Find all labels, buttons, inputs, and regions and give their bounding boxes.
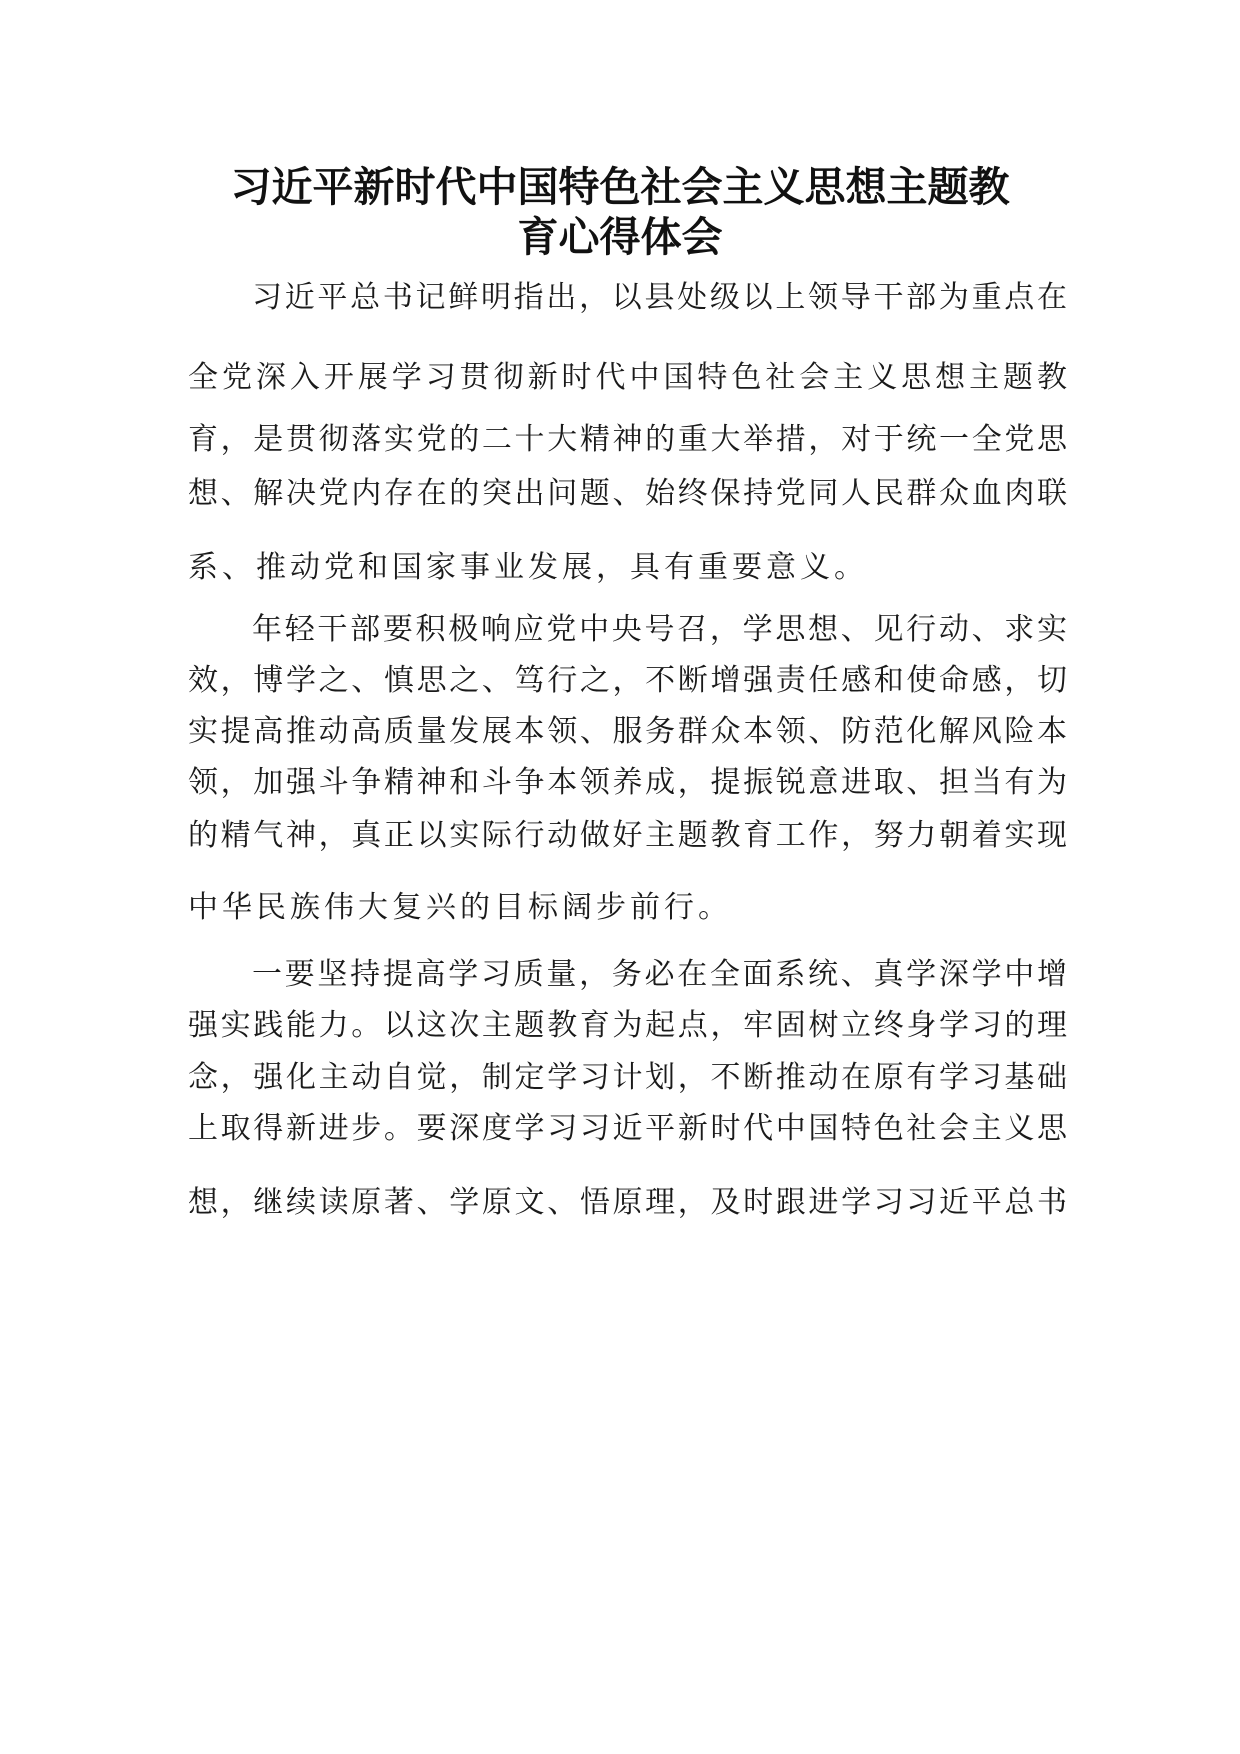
paragraph-2-line-4: 领，加强斗争精神和斗争本领养成，提振锐意进取、担当有为: [188, 765, 1068, 800]
paragraph-3-line-5: 想，继续读原著、学原文、悟原理，及时跟进学习习近平总书: [188, 1185, 1068, 1220]
paragraph-2-line-3: 实提高推动高质量发展本领、服务群众本领、防范化解风险本: [188, 714, 1068, 749]
paragraph-2-line-2: 效，博学之、慎思之、笃行之，不断增强责任感和使命感，切: [188, 663, 1068, 698]
paragraph-2-line-6: 中华民族伟大复兴的目标阔步前行。: [188, 890, 732, 925]
paragraph-1-line-4: 想、解决党内存在的突出问题、始终保持党同人民群众血肉联: [188, 476, 1068, 511]
paragraph-2-line-5: 的精气神，真正以实际行动做好主题教育工作，努力朝着实现: [188, 818, 1068, 853]
paragraph-3-line-3: 念，强化主动自觉，制定学习计划，不断推动在原有学习基础: [188, 1060, 1068, 1095]
document-title-line-2: 育心得体会: [517, 213, 723, 261]
paragraph-1-line-2: 全党深入开展学习贯彻新时代中国特色社会主义思想主题教: [188, 360, 1068, 395]
paragraph-3-line-1: 一要坚持提高学习质量，务必在全面系统、真学深学中增: [252, 957, 1068, 992]
paragraph-3-line-4: 上取得新进步。要深度学习习近平新时代中国特色社会主义思: [188, 1111, 1068, 1146]
paragraph-1-line-1: 习近平总书记鲜明指出，以县处级以上领导干部为重点在: [252, 280, 1068, 315]
paragraph-1-line-5: 系、推动党和国家事业发展，具有重要意义。: [188, 550, 868, 585]
paragraph-1-line-3: 育，是贯彻落实党的二十大精神的重大举措，对于统一全党思: [188, 422, 1068, 457]
paragraph-3-line-2: 强实践能力。以这次主题教育为起点，牢固树立终身学习的理: [188, 1008, 1068, 1043]
document-title-line-1: 习近平新时代中国特色社会主义思想主题教: [230, 163, 1010, 211]
paragraph-2-line-1: 年轻干部要积极响应党中央号召，学思想、见行动、求实: [252, 612, 1068, 647]
